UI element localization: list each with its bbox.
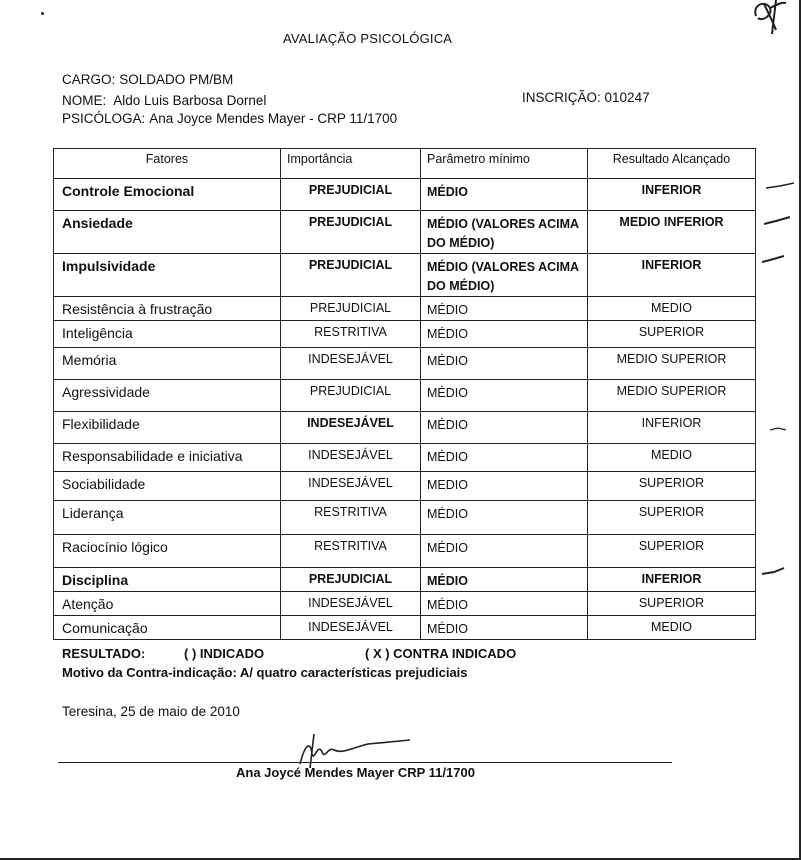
document-title: AVALIAÇÃO PSICOLÓGICA: [283, 31, 453, 46]
cell-fator: Resistência à frustração: [54, 297, 281, 321]
inscricao-label: INSCRIÇÃO:: [522, 90, 601, 105]
cell-importancia: INDESEJÁVEL: [281, 592, 421, 616]
cell-parametro: MEDIO: [421, 472, 588, 501]
table-header-row: [54, 149, 756, 179]
result-indicado-option: ( ) INDICADO: [184, 646, 265, 661]
result-line: [62, 646, 517, 661]
cargo-value: SOLDADO PM/BM: [119, 72, 234, 87]
cell-importancia: INDESEJÁVEL: [281, 412, 421, 444]
cargo-label: CARGO:: [62, 72, 116, 87]
table-row: [54, 592, 756, 616]
col-header-importancia: Importância: [281, 149, 421, 179]
table-row: [54, 348, 756, 380]
cell-importancia: PREJUDICIAL: [281, 179, 421, 211]
handwritten-tick-mark: [764, 181, 798, 191]
cell-fator: Raciocínio lógico: [54, 535, 281, 568]
cell-importancia: PREJUDICIAL: [281, 211, 421, 254]
cell-resultado: SUPERIOR: [588, 472, 756, 501]
cell-fator: Memória: [54, 348, 281, 380]
cell-parametro: MÉDIO: [421, 501, 588, 535]
cell-fator: Flexibilidade: [54, 412, 281, 444]
psicologa-value: Ana Joyce Mendes Mayer - CRP 11/1700: [149, 111, 398, 126]
table-row: [54, 444, 756, 472]
cell-resultado: INFERIOR: [588, 412, 756, 444]
cell-fator: Controle Emocional: [54, 179, 281, 211]
cell-parametro: MÉDIO: [421, 297, 588, 321]
header-psicologa: [62, 111, 397, 126]
cell-resultado: INFERIOR: [588, 568, 756, 592]
table-row: [54, 211, 756, 254]
cell-resultado: MEDIO SUPERIOR: [588, 348, 756, 380]
handwritten-initial-mark: [742, 0, 792, 36]
cell-importancia: INDESEJÁVEL: [281, 472, 421, 501]
result-contra-indicado-option: ( X ) CONTRA INDICADO: [365, 646, 517, 661]
table-row: [54, 412, 756, 444]
cell-fator: Agressividade: [54, 380, 281, 412]
col-header-parametro: Parâmetro mínimo: [421, 149, 588, 179]
cell-parametro: MÉDIO: [421, 348, 588, 380]
cell-importancia: PREJUDICIAL: [281, 254, 421, 297]
cell-parametro: MÉDIO (VALORES ACIMA DO MÉDIO): [421, 254, 588, 297]
cell-fator: Sociabilidade: [54, 472, 281, 501]
table-row: [54, 535, 756, 568]
scan-speck: [41, 12, 44, 15]
cell-importancia: RESTRITIVA: [281, 321, 421, 348]
table-row: [54, 179, 756, 211]
cell-resultado: MEDIO SUPERIOR: [588, 380, 756, 412]
nome-value: Aldo Luis Barbosa Dornel: [113, 93, 267, 108]
cell-resultado: MEDIO: [588, 297, 756, 321]
cell-parametro: MÉDIO: [421, 321, 588, 348]
cell-importancia: PREJUDICIAL: [281, 380, 421, 412]
table-row: [54, 321, 756, 348]
cell-fator: Comunicação: [54, 616, 281, 640]
table-row: [54, 472, 756, 501]
cell-resultado: MEDIO: [588, 616, 756, 640]
cell-resultado: MEDIO: [588, 444, 756, 472]
cell-resultado: SUPERIOR: [588, 501, 756, 535]
cell-parametro: MÉDIO: [421, 535, 588, 568]
cell-fator: Liderança: [54, 501, 281, 535]
cell-importancia: RESTRITIVA: [281, 535, 421, 568]
cell-fator: Impulsividade: [54, 254, 281, 297]
cell-importancia: INDESEJÁVEL: [281, 444, 421, 472]
cell-parametro: MÉDIO: [421, 444, 588, 472]
cell-parametro: MÉDIO: [421, 412, 588, 444]
result-label: RESULTADO:: [62, 646, 146, 661]
cell-resultado: SUPERIOR: [588, 321, 756, 348]
handwritten-tick-mark: [760, 566, 794, 576]
header-cargo: [62, 72, 233, 87]
cell-parametro: MÉDIO: [421, 616, 588, 640]
cell-fator: Atenção: [54, 592, 281, 616]
cell-parametro: MÉDIO: [421, 380, 588, 412]
factors-table: [53, 148, 756, 640]
table-row: [54, 297, 756, 321]
header-nome: [62, 93, 266, 108]
cell-resultado: SUPERIOR: [588, 592, 756, 616]
contra-indication-reason: Motivo da Contra-indicação: A/ quatro características prejudiciais: [62, 665, 468, 680]
col-header-resultado: Resultado Alcançado: [588, 149, 756, 179]
cell-parametro: MÉDIO (VALORES ACIMA DO MÉDIO): [421, 211, 588, 254]
cell-importancia: PREJUDICIAL: [281, 568, 421, 592]
cell-resultado: SUPERIOR: [588, 535, 756, 568]
table-row: [54, 501, 756, 535]
table-row: [54, 616, 756, 640]
handwritten-tick-mark: [762, 216, 796, 226]
cell-importancia: INDESEJÁVEL: [281, 616, 421, 640]
psicologa-label: PSICÓLOGA:: [62, 111, 146, 126]
cell-parametro: MÉDIO: [421, 592, 588, 616]
cell-importancia: PREJUDICIAL: [281, 297, 421, 321]
cell-importancia: INDESEJÁVEL: [281, 348, 421, 380]
header-inscricao: [522, 90, 650, 105]
nome-label: NOME:: [62, 93, 107, 108]
table-row: [54, 380, 756, 412]
inscricao-value: 010247: [604, 90, 650, 105]
date-line: Teresina, 25 de maio de 2010: [62, 704, 240, 719]
handwritten-tick-mark: [760, 254, 794, 264]
signature-line: [58, 762, 672, 763]
cell-parametro: MÉDIO: [421, 179, 588, 211]
col-header-fatores: Fatores: [54, 149, 281, 179]
cell-fator: Disciplina: [54, 568, 281, 592]
cell-parametro: MÉDIO: [421, 568, 588, 592]
cell-resultado: INFERIOR: [588, 254, 756, 297]
handwritten-tick-mark: [768, 424, 801, 434]
cell-importancia: RESTRITIVA: [281, 501, 421, 535]
cell-fator: Responsabilidade e iniciativa: [54, 444, 281, 472]
cell-resultado: MEDIO INFERIOR: [588, 211, 756, 254]
cell-fator: Ansiedade: [54, 211, 281, 254]
table-row: [54, 568, 756, 592]
signer-name: Ana Joycé Mendes Mayer CRP 11/1700: [236, 765, 475, 780]
table-row: [54, 254, 756, 297]
cell-resultado: INFERIOR: [588, 179, 756, 211]
cell-fator: Inteligência: [54, 321, 281, 348]
